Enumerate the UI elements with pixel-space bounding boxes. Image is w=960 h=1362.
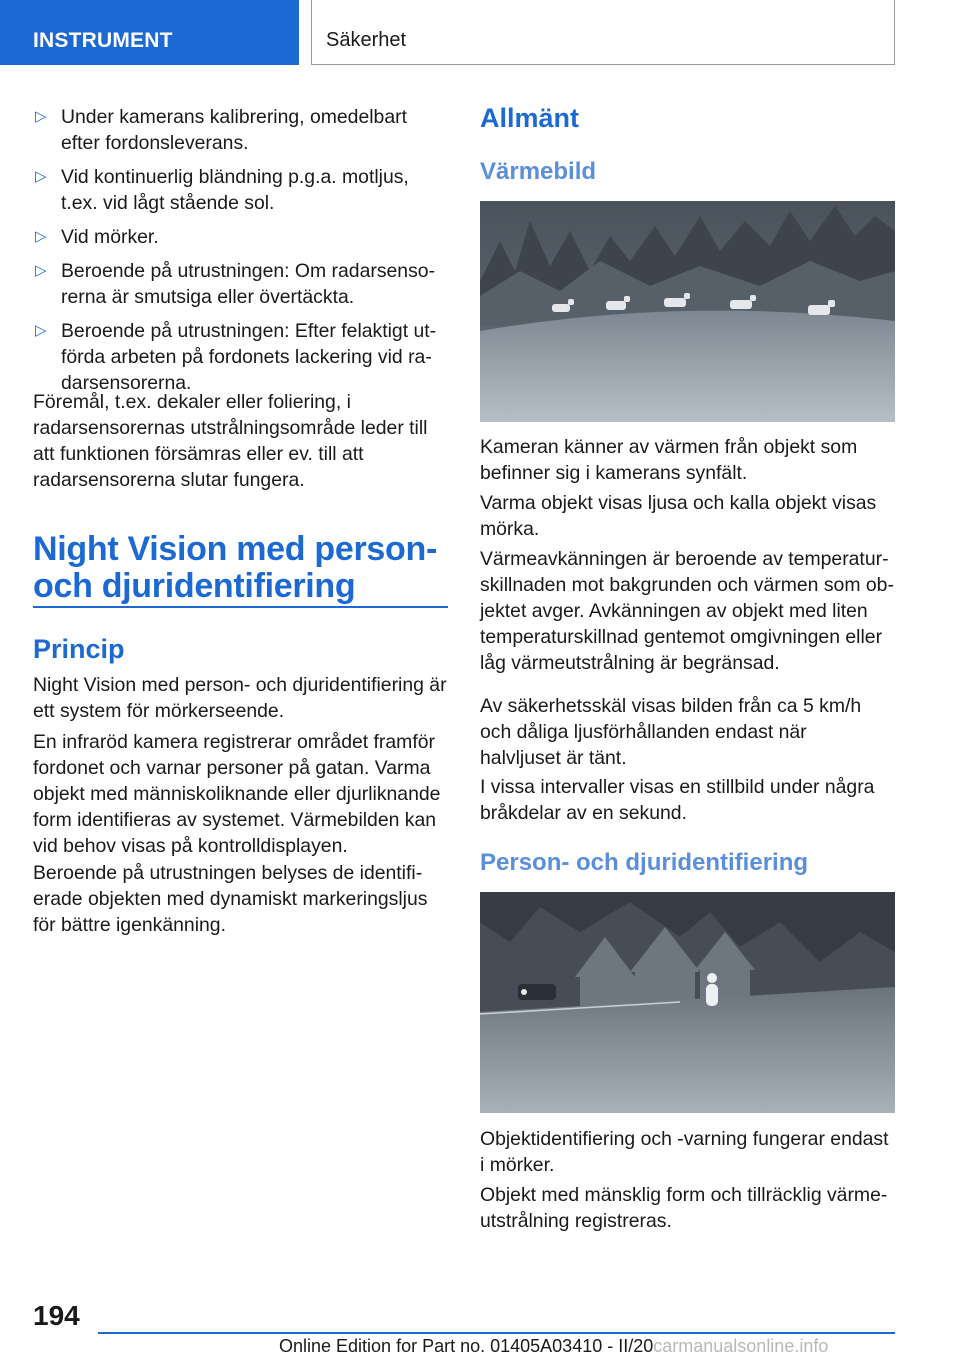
edition-text: Online Edition for Part no. 01405A03410 - II/20 <box>279 1336 654 1356</box>
list-item <box>33 258 448 310</box>
principle-heading: Princip <box>33 634 125 664</box>
identification-paragraph-2: Objekt med mänsklig form och tillräcklig värmeutstrålning registreras. <box>480 1184 888 1232</box>
list-item <box>33 318 448 396</box>
thermal-paragraph-1: Kameran känner av värmen från objekt som befinner sig i kamerans synfält. <box>480 436 858 484</box>
thermal-paragraph-5: I vissa intervaller visas en stillbild under några bråkdelar av en sekund. <box>480 776 875 824</box>
thermal-paragraph-3: Värmeavkänningen är beroende av temperaturskillnaden mot bakgrunden och värmen som objektet avger. Avkänningen av objekt med liten temperaturskillnad gentemot omgivningen eller låg värmeutstrålning är begränsad. <box>480 548 894 674</box>
footer-edition <box>279 1336 828 1357</box>
identification-paragraph-1: Objektidentifiering och -varning fungerar endast i mörker. <box>480 1128 889 1176</box>
list-item-text: Vid mörker. <box>61 226 159 248</box>
chapter-title-rule <box>33 606 448 608</box>
chapter-tab-label: INSTRUMENT <box>33 29 173 52</box>
bullet-list <box>33 104 448 404</box>
thermal-paragraph-4: Av säkerhetsskäl visas bilden från ca 5 km/h och dåliga ljusförhållanden endast när halvljuset är tänt. <box>480 695 862 769</box>
list-item-text: Beroende på utrustningen: Efter felaktigt utförda arbeten på fordonets lackering vid radarsensorerna. <box>61 320 437 394</box>
warning-paragraph: Föremål, t.ex. dekaler eller foliering, i radarsensorernas utstrålningsområde leder till att funktionen försämras eller ev. till att radarsensorerna slutar fungera. <box>33 391 428 491</box>
list-item <box>33 104 448 156</box>
thermal-image-heading: Värmebild <box>480 158 597 185</box>
principle-paragraph-2: En infraröd kamera registrerar området framför fordonet och varnar personer på gatan. Varma objekt med människoliknande eller djurliknande form identifieras av systemet. Värmebilden kan vid behov visas på kontrolldisplayen. <box>33 731 441 857</box>
list-item <box>33 164 448 216</box>
chapter-tab <box>0 0 299 65</box>
list-item <box>33 224 448 250</box>
section-header-label: Säkerhet <box>326 29 407 51</box>
thermal-landscape-image <box>480 201 895 422</box>
general-heading: Allmänt <box>480 103 580 133</box>
identification-heading: Person- och djuridentifiering <box>480 849 809 876</box>
identification-image-figure <box>480 892 895 1113</box>
triangle-bullet-icon: ▷ <box>35 262 47 279</box>
principle-paragraph-3: Beroende på utrustningen belyses de identifierade objekten med dynamiskt markeringsljus för bättre igenkänning. <box>33 862 428 936</box>
thermal-street-image <box>480 892 895 1113</box>
watermark-text: carmanualsonline.info <box>653 1336 829 1356</box>
triangle-bullet-icon: ▷ <box>35 168 47 185</box>
person-silhouette <box>706 973 718 1006</box>
footer-rule <box>98 1332 895 1334</box>
car-silhouette <box>518 984 556 1000</box>
section-header <box>311 0 895 65</box>
thermal-paragraph-2: Varma objekt visas ljusa och kalla objekt visas mörka. <box>480 492 877 540</box>
triangle-bullet-icon: ▷ <box>35 228 47 245</box>
triangle-bullet-icon: ▷ <box>35 108 47 125</box>
list-item-text: Under kamerans kalibrering, omedelbart efter fordonsleverans. <box>61 106 407 154</box>
page-number: 194 <box>33 1300 80 1331</box>
list-item-text: Beroende på utrustningen: Om radarsensorerna är smutsiga eller övertäckta. <box>61 260 436 308</box>
chapter-title: Night Vision med person- och djuridentifiering <box>33 530 437 605</box>
triangle-bullet-icon: ▷ <box>35 322 47 339</box>
principle-paragraph-1: Night Vision med person- och djuridentifiering är ett system för mörkerseende. <box>33 674 447 722</box>
list-item-text: Vid kontinuerlig bländning p.g.a. motljus, t.ex. vid lågt stående sol. <box>61 166 409 214</box>
thermal-image-figure <box>480 201 895 422</box>
